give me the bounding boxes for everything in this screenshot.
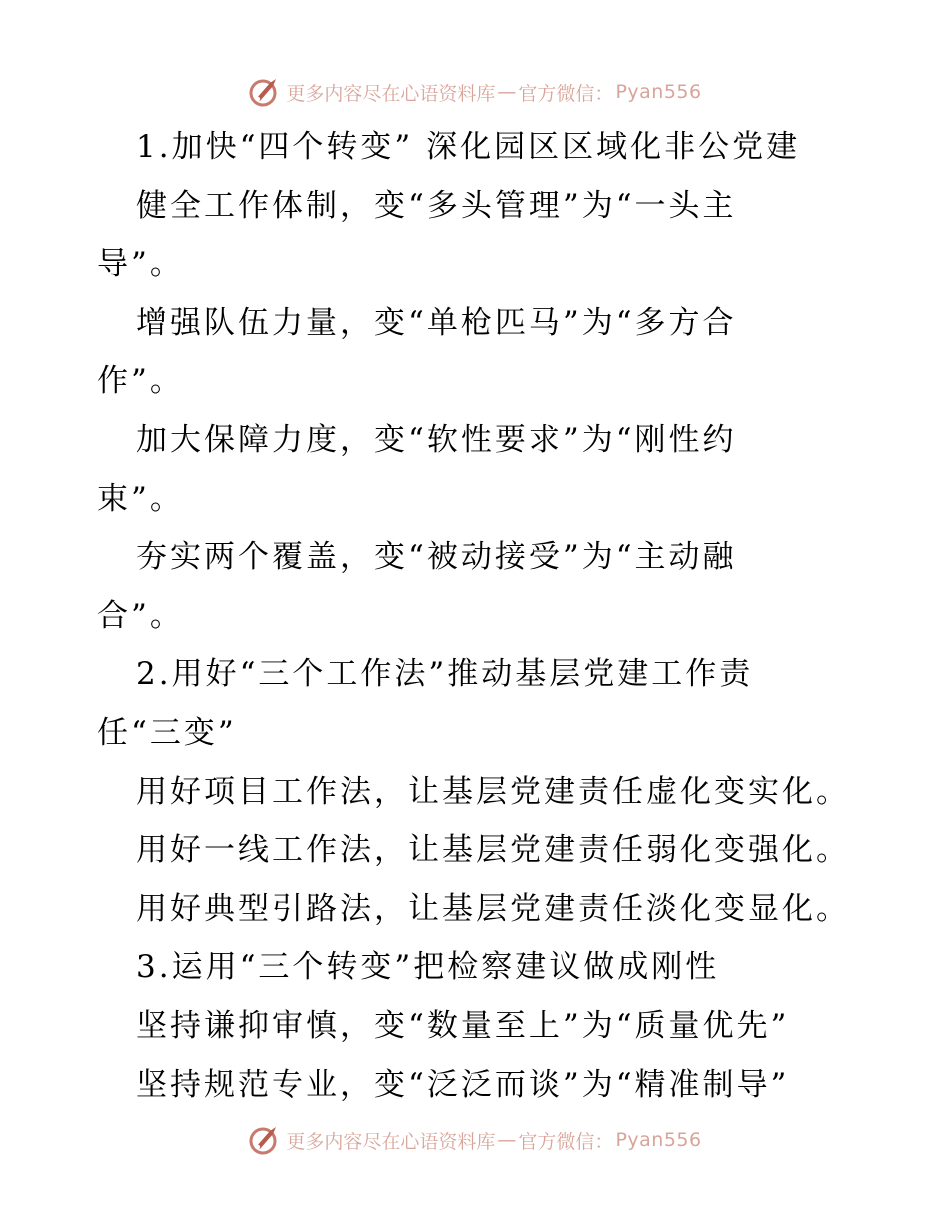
watermark-label: 官方微信： bbox=[518, 1130, 614, 1153]
watermark-wechat-id: Pyan556 bbox=[615, 81, 702, 103]
paragraph-line: 加大保障力度，变“软性要求”为“刚性约 bbox=[136, 421, 737, 458]
watermark-brand: 更多内容尽在心语资料库 bbox=[286, 1130, 496, 1153]
watermark-label: 官方微信： bbox=[518, 82, 614, 105]
paragraph-line: 合”。 bbox=[97, 597, 184, 634]
paragraph-line: 坚持规范专业，变“泛泛而谈”为“精准制导” bbox=[136, 1066, 790, 1103]
paragraph-line: 用好典型引路法，让基层党建责任淡化变显化。 bbox=[136, 890, 850, 927]
pen-nib-logo-icon bbox=[248, 1123, 282, 1157]
paragraph-line: 用好一线工作法，让基层党建责任弱化变强化。 bbox=[136, 832, 850, 869]
paragraph-line: 用好项目工作法，让基层党建责任虚化变实化。 bbox=[136, 773, 850, 810]
paragraph-line: 坚持谦抑审慎，变“数量至上”为“质量优先” bbox=[136, 1007, 790, 1044]
watermark-separator: — bbox=[497, 1129, 517, 1151]
document-body bbox=[0, 118, 950, 1114]
heading-2: 2.用好“三个工作法”推动基层党建工作责 bbox=[136, 656, 754, 693]
watermark-footer bbox=[0, 1120, 950, 1160]
paragraph-line: 束”。 bbox=[97, 480, 184, 517]
heading-2-continuation: 任“三变” bbox=[97, 714, 237, 751]
watermark-separator: — bbox=[497, 81, 517, 103]
paragraph-line: 增强队伍力量，变“单枪匹马”为“多方合 bbox=[136, 304, 737, 341]
paragraph-line: 导”。 bbox=[97, 246, 184, 283]
watermark-wechat-id: Pyan556 bbox=[615, 1129, 702, 1151]
paragraph-line: 夯实两个覆盖，变“被动接受”为“主动融 bbox=[136, 539, 737, 576]
paragraph-line: 作”。 bbox=[97, 363, 184, 400]
pen-nib-logo-icon bbox=[248, 75, 282, 109]
watermark-header bbox=[0, 72, 950, 112]
heading-1: 1.加快“四个转变” 深化园区区域化非公党建 bbox=[136, 129, 801, 165]
watermark-brand: 更多内容尽在心语资料库 bbox=[286, 82, 496, 105]
paragraph-line: 健全工作体制，变“多头管理”为“一头主 bbox=[136, 187, 737, 224]
heading-3: 3.运用“三个转变”把检察建议做成刚性 bbox=[136, 949, 720, 986]
